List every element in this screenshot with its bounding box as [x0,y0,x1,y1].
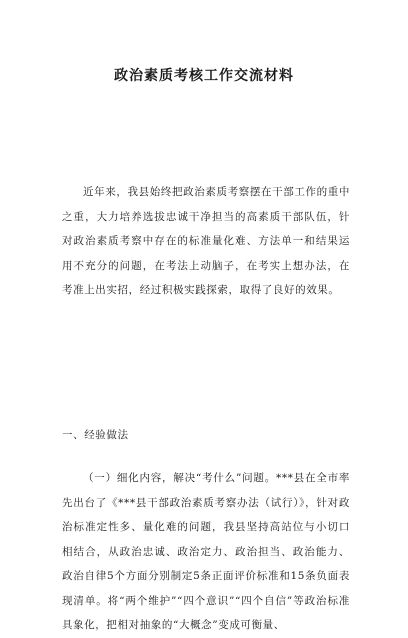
document-title: 政治素质考核工作交流材料 [114,68,294,84]
body-paragraph: （一）细化内容，解决“考什么”问题。***县在全市率先出台了《***县干部政治素质考察办法（试行）》，针对政治标准定性多、量化难的问题，我县坚持高站位与小切口相结合，从政治忠诚、政治定力、政治担当、政治能力、政治自律5个方面分别制定5条正面评价标准和15条负面表现清单。将“两个维护”“四个意识”“四个自信”等政治标准具象化，把相对抽象的“大概念”变成可衡量、 [62,472,350,631]
intro-paragraph: 近年来，我县始终把政治素质考察摆在干部工作的重中之重，大力培养选拔忠诚干净担当的高素质干部队伍，针对政治素质考察中存在的标准量化难、方法单一和结果运用不充分的问题，在考法上动脑子，在考实上想办法，在考准上出实招，经过积极实践探索，取得了良好的效果。 [62,186,350,296]
section-heading: 一、经验做法 [62,429,129,441]
